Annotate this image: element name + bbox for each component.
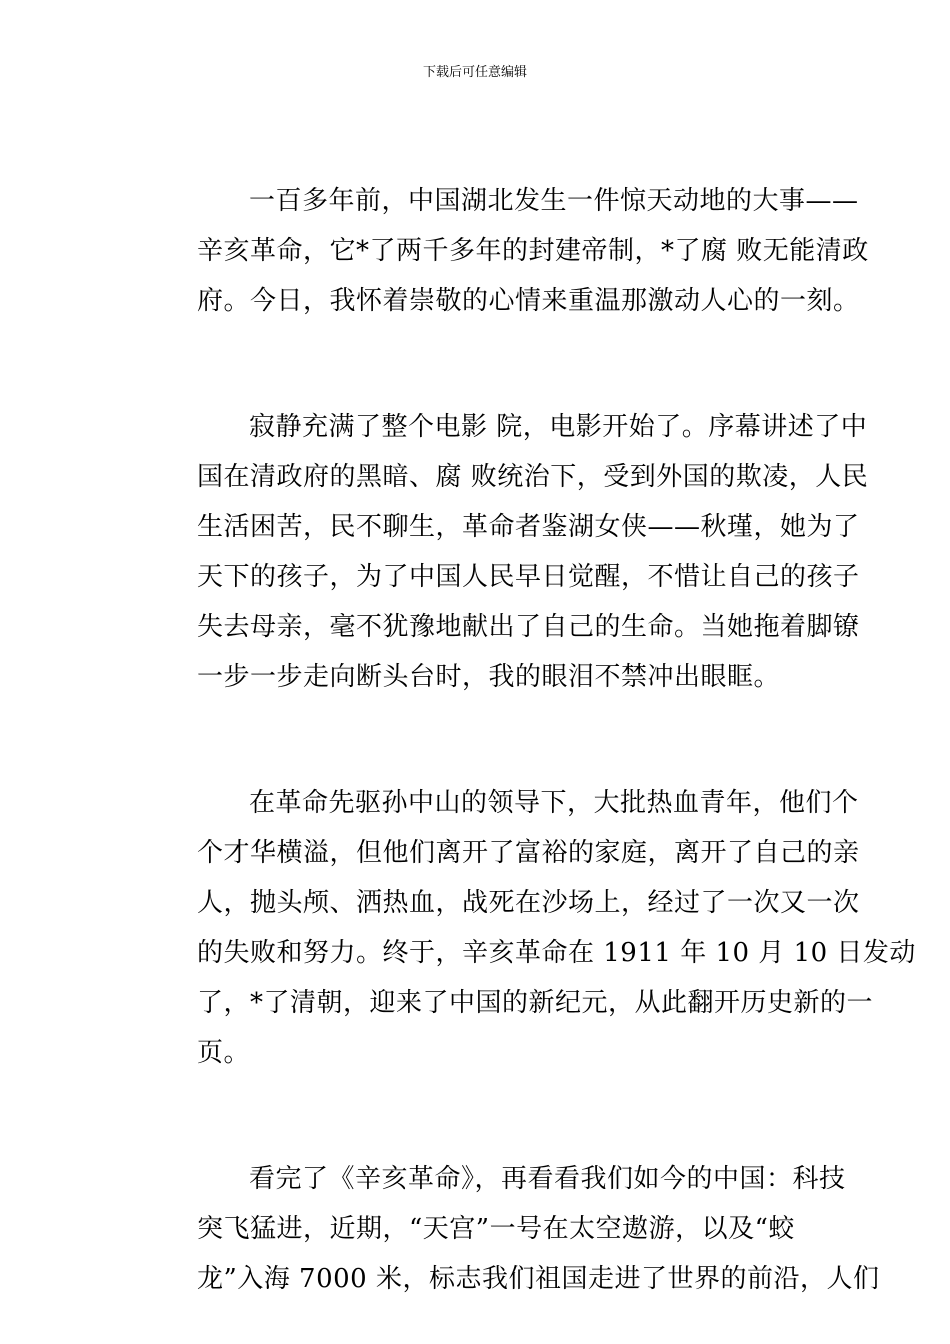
paragraph-4 xyxy=(145,1154,880,1304)
paragraph-2-line-6: 一步一步走向断头台时，我的眼泪不禁冲出眼眶。 xyxy=(197,662,781,692)
document-body xyxy=(145,176,916,1304)
paragraph-4-line-2: 突飞猛进，近期，“天宫”一号在太空遨游，以及“蛟 xyxy=(197,1214,795,1244)
paragraph-2 xyxy=(145,402,869,702)
paragraph-3-line-1: 在革命先驱孙中山的领导下，大批热血青年，他们个 xyxy=(249,788,859,818)
paragraph-2-line-1: 寂静充满了整个电影 院，电影开始了。序幕讲述了中 xyxy=(249,412,868,442)
paragraph-1-line-1: 一百多年前，中国湖北发生一件惊天动地的大事—— xyxy=(249,186,859,216)
paragraph-2-line-3: 生活困苦，民不聊生，革命者鉴湖女侠——秋瑾，她为了 xyxy=(197,512,860,542)
paragraph-3 xyxy=(145,778,916,1078)
paragraph-3-line-5: 了，*了清朝，迎来了中国的新纪元，从此翻开历史新的一 xyxy=(197,988,874,1018)
paragraph-1-line-2: 辛亥革命，它*了两千多年的封建帝制，*了腐 败无能清政 xyxy=(197,236,869,266)
paragraph-3-line-3: 人，抛头颅、洒热血，战死在沙场上，经过了一次又一次 xyxy=(197,888,860,918)
paragraph-4-line-1: 看完了《辛亥革命》，再看看我们如今的中国：科技 xyxy=(249,1164,846,1194)
paragraph-3-line-4: 的失败和努力。终于，辛亥革命在 1911 年 10 月 10 日发动 xyxy=(197,938,916,968)
paragraph-1 xyxy=(145,176,869,326)
paragraph-3-line-6: 页。 xyxy=(197,1038,251,1068)
paragraph-3-line-2: 个才华横溢，但他们离开了富裕的家庭，离开了自己的亲 xyxy=(197,838,860,868)
paragraph-1-line-3: 府。今日，我怀着崇敬的心情来重温那激动人心的一刻。 xyxy=(197,286,860,316)
paragraph-2-line-4: 天下的孩子，为了中国人民早日觉醒，不惜让自己的孩子 xyxy=(197,562,860,592)
page-header: 下载后可任意编辑 xyxy=(422,65,527,80)
paragraph-2-line-2: 国在清政府的黑暗、腐 败统治下，受到外国的欺凌，人民 xyxy=(197,462,869,492)
paragraph-4-line-3: 龙”入海 7000 米，标志我们祖国走进了世界的前沿，人们 xyxy=(197,1264,880,1294)
paragraph-2-line-5: 失去母亲，毫不犹豫地献出了自己的生命。当她拖着脚镣 xyxy=(197,612,860,642)
